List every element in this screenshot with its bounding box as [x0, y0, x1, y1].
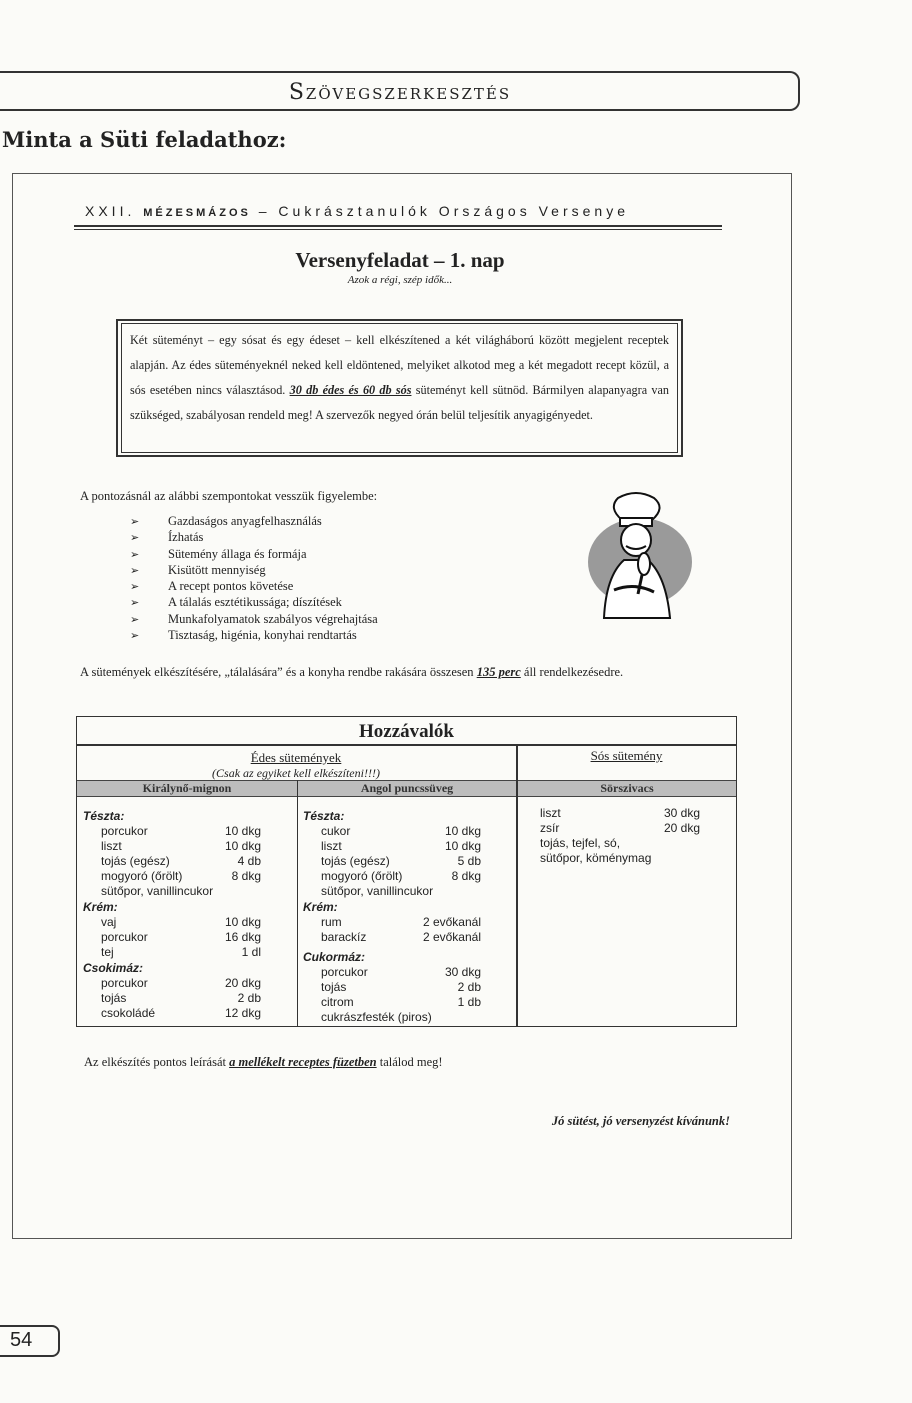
arrowhead-bullet-icon: ➢	[130, 581, 140, 594]
recipe-header: Angol puncssüveg	[298, 780, 516, 797]
competition-banner	[85, 203, 725, 219]
list-item: ➢ Tisztaság, higénia, konyhai rendtartás	[130, 627, 378, 643]
recipe-column-kiralyno	[83, 808, 261, 1021]
list-item: ➢ Kisütött mennyiség	[130, 562, 378, 578]
table-row: rum 2 evőkanál	[321, 915, 481, 929]
recipe-reference-line: Az elkészítés pontos leírását a mellékelt receptes füzetben találod meg!	[84, 1055, 443, 1069]
ingredients-title: Hozzávalók	[359, 721, 454, 742]
task-title: Versenyfeladat – 1. nap	[295, 248, 505, 272]
banner-event: – Cukrásztanulók Országos Versenye	[250, 203, 629, 219]
table-row: porcukor 16 dkg	[101, 930, 261, 944]
section-label: Csokimáz:	[83, 961, 144, 975]
section-label: Tészta:	[303, 809, 345, 823]
criteria-intro: A pontozásnál az alábbi szempontokat vesszük figyelembe:	[80, 489, 378, 503]
list-item: ➢ Sütemény állaga és formája	[130, 546, 378, 562]
task-motto: Azok a régi, szép idők...	[347, 274, 453, 286]
banner-edition: XXII.	[85, 203, 144, 219]
recipe-header: Királynő-mignon	[77, 780, 297, 797]
recipe-header: Sörszivacs	[518, 780, 736, 797]
table-row: mogyoró (őrölt) 8 dkg	[101, 869, 261, 883]
table-row: citrom 1 db	[321, 995, 481, 1009]
chapter-title: Szövegszerkesztés	[288, 80, 512, 105]
list-item: ➢ Munkafolyamatok szabályos végrehajtása	[130, 611, 378, 627]
table-row: porcukor 20 dkg	[101, 976, 261, 990]
table-row: tojás, tejfel, só,	[540, 836, 621, 850]
section-label: Tészta:	[83, 809, 125, 823]
table-row: tej 1 dl	[101, 945, 261, 959]
table-row: barackíz 2 evőkanál	[321, 930, 481, 944]
table-row: liszt 10 dkg	[321, 839, 481, 853]
task-box	[121, 323, 678, 453]
table-row: vaj 10 dkg	[101, 915, 261, 929]
table-row: mogyoró (őrölt) 8 dkg	[321, 869, 481, 883]
recipe-booklet-highlight: a mellékelt receptes füzetben	[229, 1055, 377, 1069]
banner-brand: MÉZESMÁZOS	[143, 207, 251, 219]
sweet-group-heading: Édes sütemények	[250, 750, 342, 765]
table-row: liszt 10 dkg	[101, 839, 261, 853]
table-row: sütőpor, vanillincukor	[321, 884, 434, 898]
table-row: liszt 30 dkg	[540, 806, 700, 820]
list-item: ➢ A recept pontos követése	[130, 578, 378, 594]
page-subtitle: Minta a Süti feladathoz:	[2, 127, 287, 152]
time-limit-line: A sütemények elkészítésére, „tálalására” és a konyha rendbe rakására összesen 135 perc áll rendelkezésedre.	[80, 665, 624, 679]
recipe-column-angol	[303, 808, 481, 1025]
list-item: ➢ Gazdaságos anyagfelhasználás	[130, 513, 378, 529]
time-highlight: 135 perc	[476, 665, 521, 679]
task-text-before: Két süteményt – egy sósat és egy édeset – kell elkészítened a két világháború között megjelent receptek alapján. Az édes süteményeknél neked kell eldöntened, melyiket alkotod meg a két megadott recept közül, a sós esetében nincs választásod.	[130, 333, 669, 397]
table-row: cukor 10 dkg	[321, 824, 481, 838]
banner-rule	[74, 225, 722, 227]
table-divider-vertical	[297, 780, 298, 1027]
arrowhead-bullet-icon: ➢	[130, 532, 140, 545]
list-item: ➢ Ízhatás	[130, 529, 378, 545]
task-quantity-highlight: 30 db édes és 60 db sós	[289, 383, 412, 397]
arrowhead-bullet-icon: ➢	[130, 630, 140, 643]
closing-wish: Jó sütést, jó versenyzést kívánunk!	[551, 1114, 730, 1128]
table-row: sütőpor, köménymag	[540, 851, 652, 865]
section-label: Krém:	[303, 900, 338, 914]
banner-rule-thin	[74, 229, 722, 230]
section-label: Krém:	[83, 900, 118, 914]
page-number: 54	[10, 1329, 33, 1351]
table-row: porcukor 10 dkg	[101, 824, 261, 838]
table-row: sütőpor, vanillincukor	[101, 884, 214, 898]
table-row: porcukor 30 dkg	[321, 965, 481, 979]
task-text-after: süteményt kell sütnöd. Bármilyen alapanyagra van szükséged, szabályosan rendeld meg! A szervezők negyed órán belül teljesítik anyagigényedet.	[130, 383, 669, 422]
arrowhead-bullet-icon: ➢	[130, 516, 140, 528]
chef-clipart-icon	[584, 490, 692, 620]
table-row: csokoládé 12 dkg	[101, 1006, 261, 1020]
sweet-group-note: (Csak az egyiket kell elkészíteni!!!)	[212, 766, 380, 780]
arrowhead-bullet-icon: ➢	[130, 597, 140, 610]
table-row: tojás 2 db	[101, 991, 261, 1005]
recipe-column-sorszivacs	[540, 806, 700, 866]
table-row: tojás (egész) 4 db	[101, 854, 261, 868]
table-row: zsír 20 dkg	[540, 821, 700, 835]
criteria-list	[130, 513, 378, 643]
table-row: tojás 2 db	[321, 980, 481, 994]
arrowhead-bullet-icon: ➢	[130, 564, 140, 577]
salty-group-heading: Sós sütemény	[590, 748, 663, 763]
list-item: ➢ A tálalás esztétikussága; díszítések	[130, 594, 378, 610]
section-label: Cukormáz:	[303, 950, 366, 964]
table-divider	[76, 744, 737, 746]
table-row: tojás (egész) 5 db	[321, 854, 481, 868]
arrowhead-bullet-icon: ➢	[130, 548, 140, 561]
table-row: cukrászfesték (piros)	[321, 1010, 432, 1024]
arrowhead-bullet-icon: ➢	[130, 613, 140, 626]
